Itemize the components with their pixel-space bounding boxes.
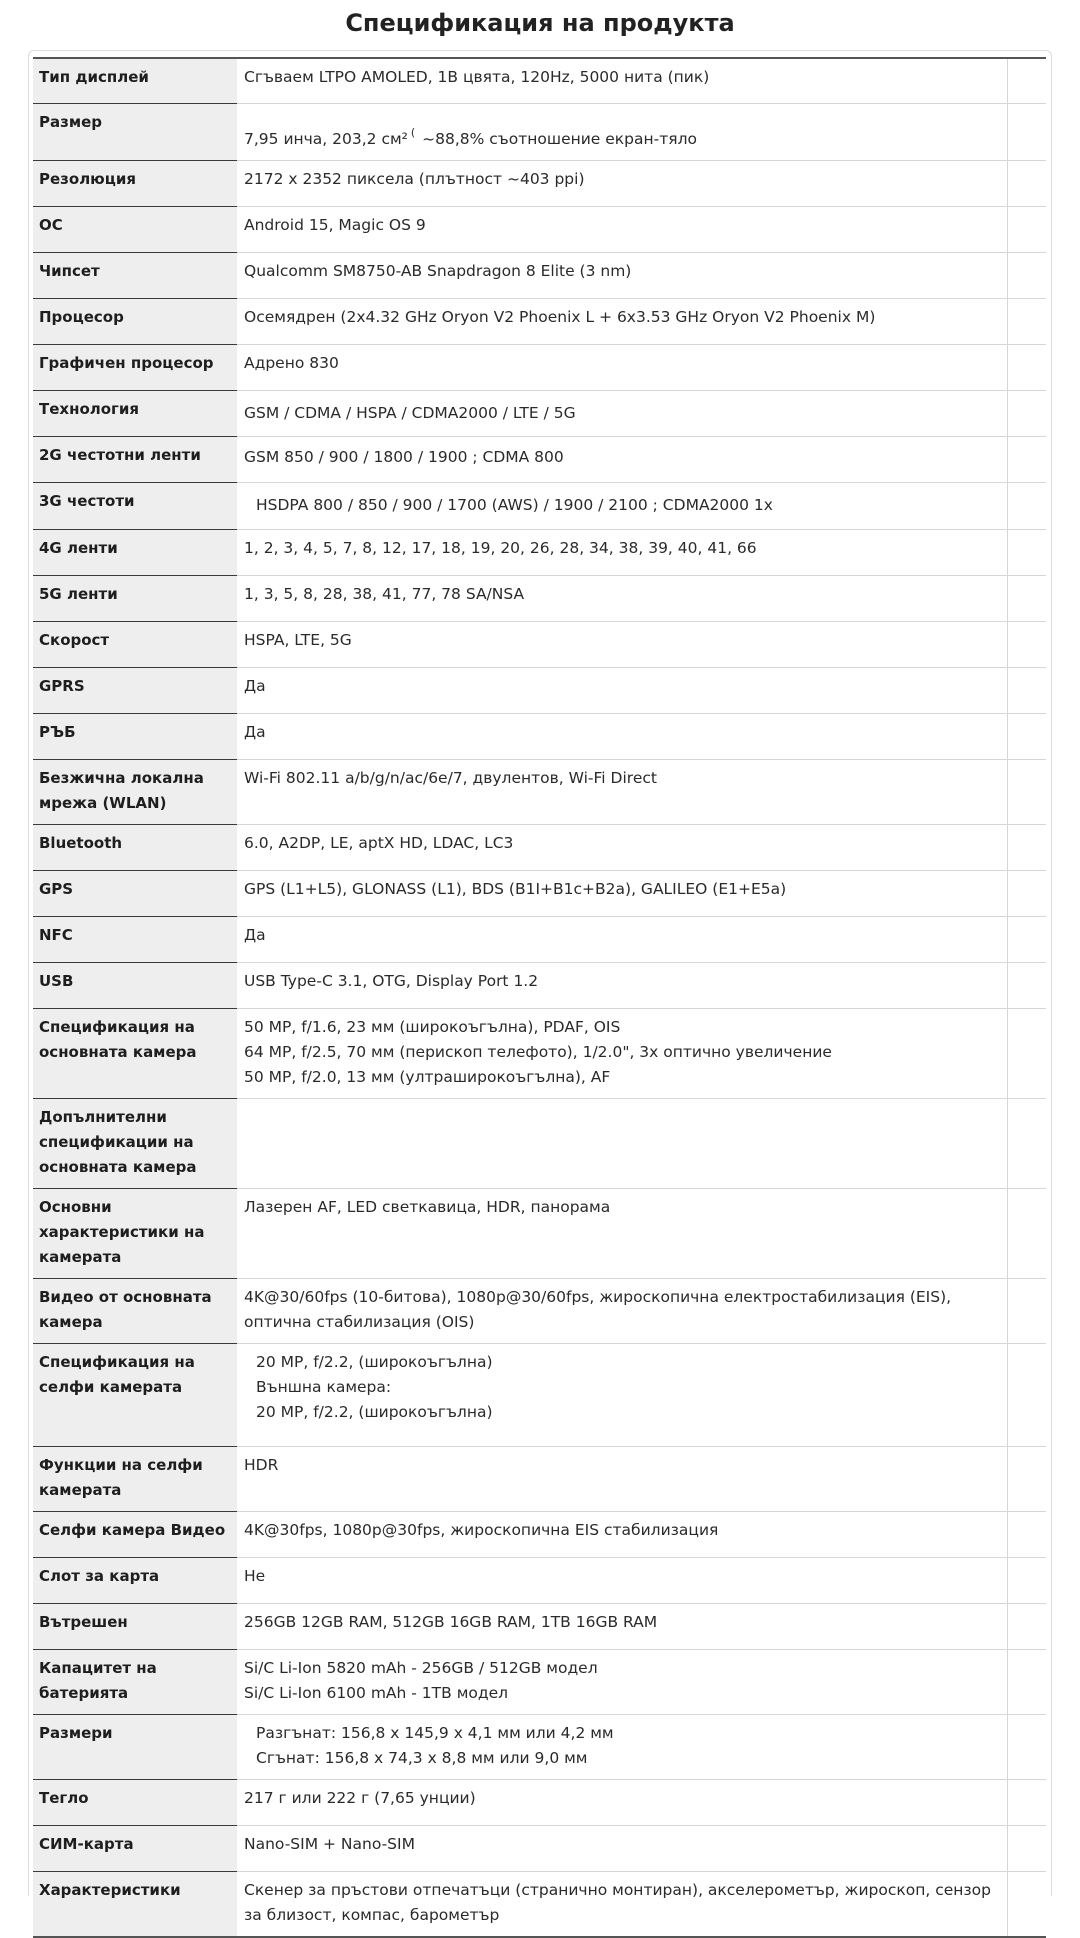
spec-value-line: GSM / CDMA / HSPA / CDMA2000 / LTE / 5G [244, 403, 576, 422]
spec-row-edge [33, 713, 1046, 759]
spec-row-size [33, 103, 1046, 160]
spec-value [237, 1714, 1007, 1779]
spec-value-line: Адрено 830 [244, 353, 339, 372]
spec-row-gps [33, 870, 1046, 916]
spec-row-bluetooth [33, 824, 1046, 870]
spec-value [237, 1098, 1007, 1188]
spec-value-line: 4K@30fps, 1080p@30fps, жироскопична EIS стабилизация [244, 1520, 719, 1539]
spec-value-line: HDR [244, 1455, 279, 1474]
spec-label: USB [33, 962, 237, 1008]
spec-value [237, 298, 1007, 344]
spec-value [237, 1188, 1007, 1278]
spec-label: Спецификация на основната камера [33, 1008, 237, 1098]
spec-row-weight [33, 1779, 1046, 1825]
spec-label: Размер [33, 103, 237, 160]
spec-row-resolution [33, 160, 1046, 206]
spec-value [237, 1446, 1007, 1511]
spec-value-line: HSDPA 800 / 850 / 900 / 1700 (AWS) / 1900 / 2100 ; CDMA2000 1x [256, 495, 773, 514]
spec-label: 2G честотни ленти [33, 436, 237, 482]
spec-row-wlan [33, 759, 1046, 824]
spec-label: Функции на селфи камерата [33, 1446, 237, 1511]
spec-label: Скорост [33, 621, 237, 667]
spec-row-usb [33, 962, 1046, 1008]
spec-label: Технология [33, 390, 237, 436]
spec-row-camera-features [33, 1188, 1046, 1278]
spec-value-line: Qualcomm SM8750-AB Snapdragon 8 Elite (3 nm) [244, 261, 632, 280]
spec-row-3g-bands [33, 482, 1046, 529]
spec-value-line: GPS (L1+L5), GLONASS (L1), BDS (B1I+B1c+B2a), GALILEO (E1+E5a) [244, 879, 787, 898]
spec-value-line [244, 110, 1001, 152]
spec-label: Допълнителни спецификации на основната камера [33, 1098, 237, 1188]
spec-row-chipset [33, 252, 1046, 298]
spec-value [237, 870, 1007, 916]
spec-label: Процесор [33, 298, 237, 344]
spec-value-line: 217 г или 222 г (7,65 унции) [244, 1788, 476, 1807]
spec-value-line: 4K@30/60fps (10-битова), 1080p@30/60fps, жироскопична електростабилизация (EIS), оптична стабилизация (OIS) [244, 1287, 952, 1331]
spec-label: СИМ-карта [33, 1825, 237, 1871]
spec-label: GPRS [33, 667, 237, 713]
spec-value-line: Разгънат: 156,8 x 145,9 x 4,1 мм или 4,2 мм [256, 1723, 614, 1742]
spec-value-line: 50 MP, f/2.0, 13 мм (ултраширокоъгълна), AF [244, 1067, 611, 1086]
spec-label: 4G ленти [33, 529, 237, 575]
spec-value [237, 1511, 1007, 1557]
spec-value [237, 482, 1007, 529]
spec-row-gprs [33, 667, 1046, 713]
spec-label: Вътрешен [33, 1603, 237, 1649]
spec-value-line: Скенер за пръстови отпечатъци (странично монтиран), акселерометър, жироскоп, сензор за близост, компас, барометър [244, 1880, 991, 1924]
spec-row-main-camera-extra [33, 1098, 1046, 1188]
spec-value-line: 20 MP, f/2.2, (широкоъгълна) [256, 1352, 493, 1371]
spec-row-card-slot [33, 1557, 1046, 1603]
page-title: Спецификация на продукта [345, 9, 735, 37]
spec-value [237, 160, 1007, 206]
spec-value-line: Сгънат: 156,8 x 74,3 x 8,8 мм или 9,0 мм [256, 1748, 588, 1767]
spec-row-main-video [33, 1278, 1046, 1343]
spec-label: Спецификация на селфи камерата [33, 1343, 237, 1446]
spec-value [237, 1603, 1007, 1649]
spec-row-speed [33, 621, 1046, 667]
spec-value [237, 824, 1007, 870]
spec-value-line: Не [244, 1566, 266, 1585]
spec-value [237, 621, 1007, 667]
spec-value-line: HSPA, LTE, 5G [244, 630, 352, 649]
spec-label: Bluetooth [33, 824, 237, 870]
spec-row-display-type [33, 58, 1046, 103]
spec-row-selfie-features [33, 1446, 1046, 1511]
spec-value [237, 1649, 1007, 1714]
spec-label: NFC [33, 916, 237, 962]
spec-label: 5G ленти [33, 575, 237, 621]
spec-value [237, 962, 1007, 1008]
spec-value [237, 390, 1007, 436]
spec-value-line: Si/C Li-Ion 6100 mAh - 1TB модел [244, 1683, 509, 1702]
spec-row-battery [33, 1649, 1046, 1714]
spec-value [237, 1871, 1007, 1937]
spec-label: Тегло [33, 1779, 237, 1825]
spec-label: 3G честоти [33, 482, 237, 529]
spec-value [237, 713, 1007, 759]
spec-value-line: 64 MP, f/2.5, 70 мм (перископ телефото), 1/2.0", 3x оптично увеличение [244, 1042, 832, 1061]
spec-value [237, 1779, 1007, 1825]
spec-value-line: GSM 850 / 900 / 1800 / 1900 ; CDMA 800 [244, 447, 564, 466]
spec-value-line: Външна камера: [256, 1377, 392, 1396]
spec-row-selfie-camera [33, 1343, 1046, 1446]
spec-label: Чипсет [33, 252, 237, 298]
spec-row-selfie-video [33, 1511, 1046, 1557]
spec-row-internal [33, 1603, 1046, 1649]
spec-value [237, 667, 1007, 713]
spec-value-line: Да [244, 676, 266, 695]
size-paren: ( [410, 125, 416, 139]
spec-row-nfc [33, 916, 1046, 962]
spec-row-dimensions [33, 1714, 1046, 1779]
spec-value-line: Осемядрен (2x4.32 GHz Oryon V2 Phoenix L + 6x3.53 GHz Oryon V2 Phoenix M) [244, 307, 876, 326]
spec-value [237, 1557, 1007, 1603]
spec-value-line: USB Type-C 3.1, OTG, Display Port 1.2 [244, 971, 539, 990]
spec-value [237, 1278, 1007, 1343]
spec-label: Слот за карта [33, 1557, 237, 1603]
spec-label: РЪБ [33, 713, 237, 759]
spec-row-features [33, 1871, 1046, 1937]
spec-value [237, 344, 1007, 390]
spec-label: Характеристики [33, 1871, 237, 1937]
spec-value [237, 916, 1007, 962]
spec-value [237, 529, 1007, 575]
spec-value-line: 256GB 12GB RAM, 512GB 16GB RAM, 1TB 16GB RAM [244, 1612, 658, 1631]
spec-label: Капацитет на батерията [33, 1649, 237, 1714]
spec-label: Размери [33, 1714, 237, 1779]
spec-label: Видео от основната камера [33, 1278, 237, 1343]
spec-label: Тип дисплей [33, 58, 237, 103]
spec-value [237, 1825, 1007, 1871]
spec-value-line: Да [244, 925, 266, 944]
spec-label: Основни характеристики на камерата [33, 1188, 237, 1278]
spec-value-line: Да [244, 722, 266, 741]
size-ratio: ~88,8% съотношение екран-тяло [422, 129, 697, 148]
spec-value [237, 436, 1007, 482]
spec-row-cpu [33, 298, 1046, 344]
spec-row-5g-bands [33, 575, 1046, 621]
spec-value-line: Nano-SIM + Nano-SIM [244, 1834, 415, 1853]
spec-value [237, 759, 1007, 824]
spec-row-2g-bands [33, 436, 1046, 482]
spec-label: Безжична локална мрежа (WLAN) [33, 759, 237, 824]
spec-value [237, 206, 1007, 252]
spec-value [237, 58, 1007, 103]
spec-value [237, 1343, 1007, 1446]
spec-value-line: 50 MP, f/1.6, 23 мм (широкоъгълна), PDAF, OIS [244, 1017, 621, 1036]
spec-value-line: Лазерен AF, LED светкавица, HDR, панорама [244, 1197, 611, 1216]
spec-row-technology [33, 390, 1046, 436]
spec-value-line: Сгъваем LTPO AMOLED, 1B цвята, 120Hz, 5000 нита (пик) [244, 68, 710, 86]
spec-value-line: Android 15, Magic OS 9 [244, 215, 426, 234]
spec-label: GPS [33, 870, 237, 916]
spec-label: Графичен процесор [33, 344, 237, 390]
spec-label: Резолюция [33, 160, 237, 206]
spec-value [237, 252, 1007, 298]
spec-value-line: 1, 2, 3, 4, 5, 7, 8, 12, 17, 18, 19, 20, 26, 28, 34, 38, 39, 40, 41, 66 [244, 538, 757, 557]
spec-value [237, 1008, 1007, 1098]
spec-value-line: 20 MP, f/2.2, (широкоъгълна) [256, 1402, 493, 1421]
spec-value-line: 6.0, A2DP, LE, aptX HD, LDAC, LC3 [244, 833, 514, 852]
spec-value [237, 103, 1007, 160]
spec-row-4g-bands [33, 529, 1046, 575]
spec-value-line: 1, 3, 5, 8, 28, 38, 41, 77, 78 SA/NSA [244, 584, 525, 603]
spec-value-line: Si/C Li-Ion 5820 mAh - 256GB / 512GB модел [244, 1658, 598, 1677]
spec-value-line: Wi-Fi 802.11 a/b/g/n/ac/6e/7, двулентов, Wi-Fi Direct [244, 768, 657, 787]
spec-row-sim [33, 1825, 1046, 1871]
spec-value-line: 2172 x 2352 пиксела (плътност ~403 ppi) [244, 169, 585, 188]
spec-row-main-camera [33, 1008, 1046, 1098]
spec-label: Селфи камера Видео [33, 1511, 237, 1557]
spec-value [237, 575, 1007, 621]
spec-label: ОС [33, 206, 237, 252]
size-main: 7,95 инча, 203,2 см² [244, 129, 408, 148]
spec-table [33, 57, 1046, 1938]
spec-row-gpu [33, 344, 1046, 390]
spec-row-os [33, 206, 1046, 252]
